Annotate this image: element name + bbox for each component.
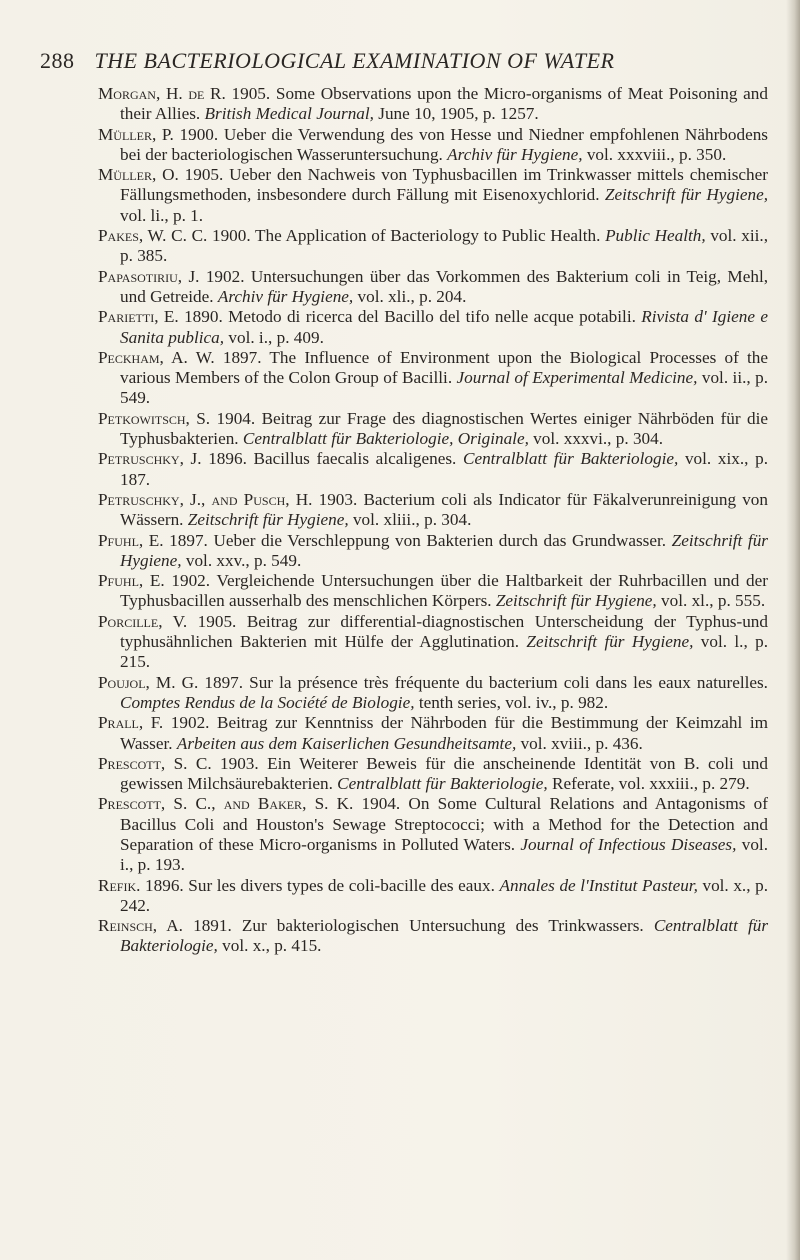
reference-entry — [98, 713, 768, 754]
reference-source: Zeitschrift für Hygiene, — [495, 591, 657, 611]
reference-author: Pfuhl, E. — [98, 530, 164, 550]
reference-source: Zeitschrift für Hygiene, — [526, 632, 694, 652]
reference-text: 1902. Vergleichende Untersuchungen über die Haltbarkeit der Ruhrbacillen und der Typhusbacillen ausserhalb des menschlichen Körpers. — [120, 571, 768, 611]
reference-list — [98, 84, 768, 957]
reference-details: vol. i., p. 409. — [224, 327, 324, 347]
reference-details: vol. xli., p. 204. — [353, 286, 467, 306]
reference-details: vol. ii., p. 549. — [120, 368, 768, 408]
reference-details: vol. i., p. 193. — [120, 834, 769, 875]
reference-details: vol. l., p. 215. — [120, 632, 769, 672]
reference-source: Zeitschrift für Hygiene, — [120, 530, 768, 570]
reference-details: vol. xxxviii., p. 350. — [582, 144, 727, 164]
page-number: 288 — [40, 48, 75, 73]
reference-author: Prall, F. — [98, 713, 164, 733]
reference-entry — [98, 490, 768, 531]
reference-author: Prescott, S. C., and Baker, S. K. — [98, 794, 354, 814]
reference-text: 1905. Ueber den Nachweis von Typhusbacillen im Trinkwasser mittels chemischer Fällungsmethoden, insbesondere durch Fällung mit Eisenoxychlorid. — [120, 165, 768, 205]
reference-author: Refik. — [98, 875, 141, 895]
reference-author: Porcille, V. — [98, 611, 188, 631]
reference-source: Zeitschrift für Hygiene, — [187, 510, 349, 530]
reference-entry — [98, 754, 768, 795]
reference-author: Petruschky, J., and Pusch, H. — [98, 489, 313, 509]
reference-source: Centralblatt für Bakteriologie, — [463, 449, 679, 469]
reference-entry — [98, 267, 768, 308]
reference-entry — [98, 165, 768, 226]
reference-details: vol. xii., p. 385. — [120, 226, 768, 266]
reference-author: Reinsch, A. — [98, 916, 183, 936]
reference-entry — [98, 794, 768, 875]
reference-source: Centralblatt für Bakteriologie, Originale, — [242, 429, 529, 449]
reference-source: Archiv für Hygiene, — [217, 286, 354, 306]
reference-source: Archiv für Hygiene, — [447, 144, 583, 164]
reference-text: 1904. On Some Cultural Relations and Antagonisms of Bacillus Coli and Houston's Sewage Streptococci; with a Method for the Detection and Separation of these Micro-organisms in Polluted Waters. — [120, 794, 768, 854]
reference-author: Pfuhl, E. — [98, 571, 165, 591]
reference-entry — [98, 307, 768, 348]
reference-author: Prescott, S. C. — [98, 753, 212, 773]
reference-author: Müller, O. — [98, 165, 179, 185]
reference-author: Pakes, W. C. C. — [98, 226, 208, 246]
reference-details: vol. xl., p. 555. — [656, 591, 766, 611]
reference-source: Centralblatt für Bakteriologie, — [120, 916, 769, 956]
reference-author: Müller, P. — [98, 124, 174, 144]
reference-details: vol. x., p. 415. — [217, 936, 322, 956]
reference-text: 1891. Zur bakteriologischen Untersuchung des Trinkwassers. — [182, 916, 654, 936]
reference-details: vol. xviii., p. 436. — [516, 733, 643, 753]
reference-entry — [98, 125, 768, 166]
running-header — [40, 48, 760, 74]
reference-source: Zeitschrift für Hygiene, — [604, 185, 768, 205]
reference-text: 1897. Sur la présence très fréquente du bacterium coli dans les eaux naturelles. — [198, 672, 768, 692]
reference-entry — [98, 876, 768, 917]
reference-text: 1902. Beitrag zur Kenntniss der Nährboden für die Bestimmung der Keimzahl im Wasser. — [120, 713, 768, 753]
reference-text: 1897. Ueber die Verschleppung von Bakterien durch das Grundwasser. — [163, 530, 672, 550]
reference-details: vol. x., p. 242. — [120, 875, 768, 915]
reference-text: 1890. Metodo di ricerca del Bacillo del tifo nelle acque potabili. — [178, 307, 642, 327]
running-title: THE BACTERIOLOGICAL EXAMINATION OF WATER — [94, 48, 615, 73]
reference-details: vol. li., p. 1. — [120, 205, 204, 225]
reference-details: vol. xliii., p. 304. — [348, 510, 472, 530]
reference-entry — [98, 409, 768, 450]
reference-author: Papasotiriu, J. — [98, 266, 200, 286]
reference-source: Rivista d' Igiene e Sanita publica, — [120, 307, 768, 347]
reference-entry — [98, 571, 768, 612]
reference-source: Public Health, — [605, 226, 706, 246]
page-edge-shadow — [786, 0, 800, 1260]
reference-text: 1903. Bacterium coli als Indicator für Fäkalverunreinigung von Wässern. — [120, 489, 768, 530]
reference-details: June 10, 1905, p. 1257. — [373, 104, 539, 124]
reference-entry — [98, 348, 768, 409]
reference-entry — [98, 84, 768, 125]
reference-details: Referate, vol. xxxiii., p. 279. — [547, 774, 750, 794]
reference-details: tenth series, vol. iv., p. 982. — [414, 692, 609, 712]
reference-text: 1905. Beitrag zur differential-diagnostischen Unterscheidung der Typhus-und typhusähnlichen Bakterien mit Hülfe der Agglutination. — [120, 611, 768, 652]
reference-source: Comptes Rendus de la Société de Biologie, — [120, 692, 415, 712]
reference-author: Petkowitsch, S. — [98, 408, 211, 428]
reference-source: Journal of Experimental Medicine, — [456, 368, 698, 388]
reference-text: 1900. Ueber die Verwendung des von Hesse und Niedner empfohlenen Nährbodens bei der bacteriologischen Wasseruntersuchung. — [120, 124, 768, 164]
reference-source: Centralblatt für Bakteriologie, — [337, 774, 548, 794]
reference-entry — [98, 531, 768, 572]
reference-details: vol. xix., p. 187. — [120, 449, 768, 489]
reference-details: vol. xxxvi., p. 304. — [528, 429, 664, 449]
reference-details: vol. xxv., p. 549. — [181, 550, 302, 570]
reference-entry — [98, 449, 768, 490]
reference-author: Parietti, E. — [98, 307, 179, 327]
reference-entry — [98, 916, 768, 957]
reference-text: 1903. Ein Weiterer Beweis für die anscheinende Identität von B. coli und gewissen Milchsäurebakterien. — [120, 753, 768, 794]
reference-text: 1902. Untersuchungen über das Vorkommen des Bakterium coli in Teig, Mehl, und Getreide. — [120, 266, 769, 306]
reference-author: Petruschky, J. — [98, 449, 202, 469]
reference-source: British Medical Journal, — [204, 104, 374, 124]
reference-text: 1896. Bacillus faecalis alcaligenes. — [201, 449, 463, 469]
reference-text: 1897. The Influence of Environment upon the Biological Processes of the various Members of the Colon Group of Bacilli. — [120, 347, 768, 388]
reference-text: 1904. Beitrag zur Frage des diagnostischen Wertes einiger Nährböden für die Typhusbakterien. — [120, 408, 768, 449]
reference-text: 1896. Sur les divers types de coli-bacille des eaux. — [140, 875, 500, 895]
reference-author: Poujol, M. G. — [98, 672, 199, 692]
reference-entry — [98, 673, 768, 714]
reference-entry — [98, 226, 768, 267]
reference-source: Journal of Infectious Diseases, — [520, 834, 737, 854]
reference-author: Morgan, H. de R. — [98, 84, 226, 103]
reference-source: Annales de l'Institut Pasteur, — [499, 875, 698, 895]
reference-source: Arbeiten aus dem Kaiserlichen Gesundheitsamte, — [176, 733, 517, 753]
reference-author: Peckham, A. W. — [98, 347, 215, 367]
reference-text: 1905. Some Observations upon the Micro-organisms of Meat Poisoning and their Allies. — [120, 84, 768, 124]
reference-text: 1900. The Application of Bacteriology to Public Health. — [207, 226, 606, 246]
reference-entry — [98, 612, 768, 673]
